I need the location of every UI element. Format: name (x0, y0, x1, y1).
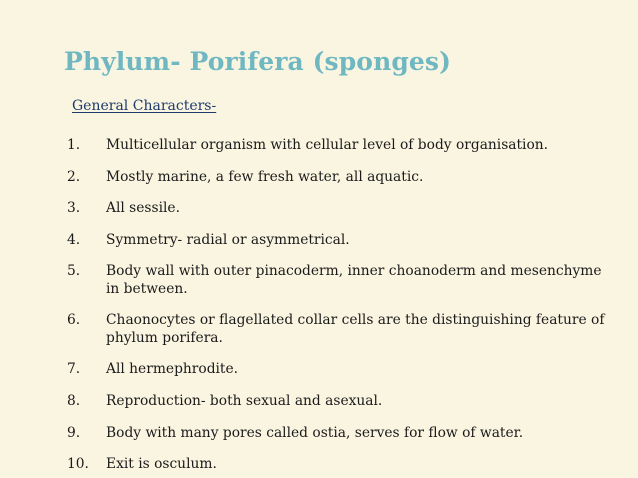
list-item-text: Body with many pores called ostia, serves for flow of water. (106, 425, 524, 441)
slide-title: Phylum- Porifera (sponges) (64, 47, 452, 76)
list-item-number: 7. (67, 361, 81, 377)
list-item-number: 1. (67, 137, 81, 153)
slide-subtitle: General Characters- (72, 98, 217, 114)
list-item-text: Chaonocytes or flagellated collar cells are the distinguishing feature of phylum porifera. (106, 312, 605, 346)
list-item-text: All sessile. (106, 200, 180, 216)
list-item-number: 2. (67, 169, 81, 185)
list-item-text: Body wall with outer pinacoderm, inner choanoderm and mesenchyme in between. (106, 263, 602, 297)
list-item-text: Reproduction- both sexual and asexual. (106, 393, 383, 409)
list-item-number: 5. (67, 263, 81, 279)
list-item-number: 10. (67, 456, 89, 472)
list-item-text: All hermephrodite. (106, 361, 239, 377)
list-item-number: 3. (67, 200, 81, 216)
list-item-number: 6. (67, 312, 81, 328)
list-item-text: Multicellular organism with cellular level of body organisation. (106, 137, 549, 153)
list-item-number: 9. (67, 425, 81, 441)
list-item-number: 4. (67, 232, 81, 248)
list-item-text: Symmetry- radial or asymmetrical. (106, 232, 350, 248)
list-item-text: Mostly marine, a few fresh water, all aquatic. (106, 169, 424, 185)
list-item-number: 8. (67, 393, 81, 409)
list-item-text: Exit is osculum. (106, 456, 217, 472)
